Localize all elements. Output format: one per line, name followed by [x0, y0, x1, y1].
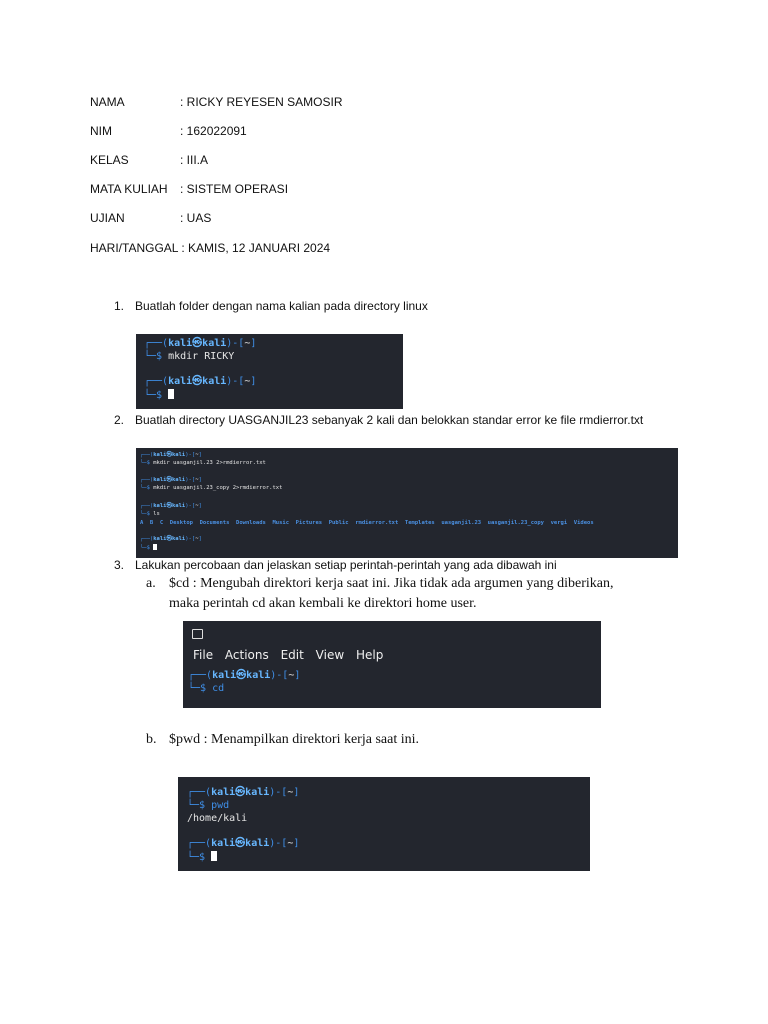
header-value: : 162022091	[180, 124, 247, 138]
prompt-line: ┌──(kali㉿kali)-[~]	[144, 376, 257, 387]
sub-item-b-line-1: $pwd : Menampilkan direktori kerja saat ini.	[169, 732, 419, 747]
header-row-nama	[90, 95, 343, 109]
prompt-line: ┌──(kali㉿kali)-[~]	[140, 477, 202, 483]
header-label: MATA KULIAH	[90, 182, 168, 196]
question-number: 2.	[114, 413, 125, 427]
menu-bar	[193, 648, 383, 662]
question-number: 3.	[114, 558, 125, 572]
ls-output: A B C Desktop Documents Downloads Music Pictures Public rmdierror.txt Templates uasganjil.23 uasganjil.23_copy vergi Videos	[140, 520, 594, 526]
terminal-screenshot-cd	[183, 621, 601, 708]
header-value: : SISTEM OPERASI	[180, 182, 289, 196]
cursor-block	[211, 851, 217, 861]
header-row-ujian	[90, 211, 211, 225]
header-label: UJIAN	[90, 211, 125, 225]
terminal-screenshot-pwd	[178, 777, 590, 871]
command-line: └─$ mkdir uasganjil.23 2>rmdierror.txt	[140, 460, 266, 466]
question-text: Buatlah folder dengan nama kalian pada directory linux	[135, 299, 428, 313]
command-line: └─$ ls	[140, 511, 160, 517]
command-line: └─$ cd	[188, 683, 225, 694]
pwd-output: /home/kali	[187, 813, 248, 824]
header-row-kelas	[90, 153, 208, 167]
question-text: Lakukan percobaan dan jelaskan setiap perintah-perintah yang ada dibawah ini	[135, 558, 557, 572]
header-label: KELAS	[90, 153, 129, 167]
menu-file[interactable]: File	[193, 648, 214, 662]
prompt-line: ┌──(kali㉿kali)-[~]	[144, 338, 257, 349]
header-value: : III.A	[180, 153, 209, 167]
sub-item-letter: b.	[146, 732, 157, 747]
header-label: NIM	[90, 124, 112, 138]
question-text: Buatlah directory UASGANJIL23 sebanyak 2 kali dan belokkan standar error ke file rmdierror.txt	[135, 413, 644, 427]
prompt-line: ┌──(kali㉿kali)-[~]	[187, 787, 300, 798]
header-row-nim	[90, 124, 247, 138]
prompt-line: ┌──(kali㉿kali)-[~]	[187, 838, 300, 849]
command-line: └─$	[187, 851, 217, 864]
header-value: : RICKY REYESEN SAMOSIR	[180, 95, 343, 109]
command-line: └─$ mkdir RICKY	[144, 351, 235, 362]
prompt-line: ┌──(kali㉿kali)-[~]	[140, 536, 202, 542]
command-line: └─$ mkdir uasganjil.23_copy 2>rmdierror.txt	[140, 485, 283, 491]
terminal-screenshot-mkdir	[136, 334, 403, 409]
sub-item-letter: a.	[146, 576, 156, 591]
command-line: └─$	[144, 389, 174, 402]
header-value: : UAS	[180, 211, 212, 225]
menu-view[interactable]: View	[315, 648, 345, 662]
command-line: └─$	[140, 544, 157, 552]
sub-item-a-line-1: $cd : Mengubah direktori kerja saat ini. Jika tidak ada argumen yang diberikan,	[169, 576, 614, 591]
question-number: 1.	[114, 299, 125, 313]
header-row-hari-tanggal: HARI/TANGGAL : KAMIS, 12 JANUARI 2024	[90, 241, 331, 255]
cursor-block	[153, 544, 157, 550]
terminal-window-icon	[192, 629, 203, 639]
header-row-mata-kuliah	[90, 182, 288, 196]
prompt-line: ┌──(kali㉿kali)-[~]	[140, 452, 202, 458]
command-line: └─$ pwd	[187, 800, 230, 811]
menu-edit[interactable]: Edit	[280, 648, 304, 662]
prompt-line: ┌──(kali㉿kali)-[~]	[140, 503, 202, 509]
sub-item-a-line-2: maka perintah cd akan kembali ke direktori home user.	[169, 596, 477, 611]
menu-actions[interactable]: Actions	[224, 648, 269, 662]
menu-help[interactable]: Help	[355, 648, 384, 662]
prompt-line: ┌──(kali㉿kali)-[~]	[188, 670, 301, 681]
cursor-block	[168, 389, 174, 399]
terminal-screenshot-uasganjil	[136, 448, 678, 558]
header-label: NAMA	[90, 95, 125, 109]
